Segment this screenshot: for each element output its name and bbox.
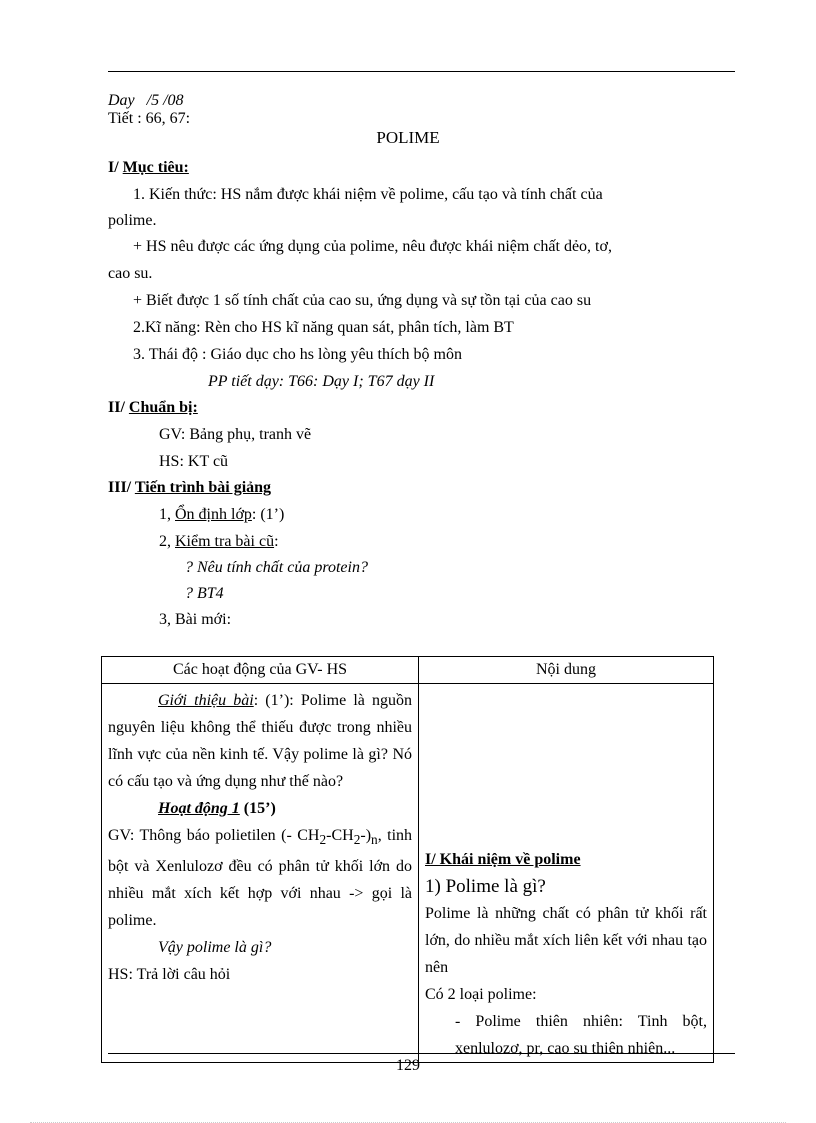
activity-label: Hoạt động 1 xyxy=(158,800,240,817)
table-header-row xyxy=(102,657,714,684)
section2-heading: II/ Chuẩn bị: xyxy=(108,399,198,416)
section3-heading-text: Tiến trình bài giảng xyxy=(134,479,272,496)
content-subheading: 1) Polime là gì? xyxy=(425,876,546,897)
content-cell xyxy=(419,684,714,1063)
section1-heading-text: Mục tiêu: xyxy=(122,159,189,176)
intro-text: Polime là nguồn nguyên liệu không thể thiếu được trong nhiều lĩnh vực của nền kinh tế. Vậy polime là gì? Nó có cấu tạo và ứng dụng như thế nào? xyxy=(108,692,413,790)
page-number: 129 xyxy=(396,1057,420,1074)
header-activities: Các hoạt động của GV- HS xyxy=(102,657,419,684)
objective-rubber: + Biết được 1 số tính chất của cao su, ứng dụng và sự tồn tại của cao su xyxy=(133,292,592,309)
objective-attitude: 3. Thái độ : Giáo dục cho hs lòng yêu thích bộ môn xyxy=(133,346,462,363)
day-label: Day xyxy=(108,92,135,109)
review-question-1: ? Nêu tính chất của protein? xyxy=(185,559,368,576)
section2-heading-text: Chuẩn bị: xyxy=(128,399,198,416)
objective-knowledge-cont: polime. xyxy=(108,212,157,229)
day-line xyxy=(108,91,184,111)
objective-applications: + HS nêu được các ứng dụng của polime, nêu được khái niệm chất dẻo, tơ, xyxy=(133,238,612,255)
day-value: /5 /08 xyxy=(146,92,184,109)
step-new-lesson: 3, Bài mới: xyxy=(159,611,232,628)
review-question-2: ? BT4 xyxy=(185,585,224,602)
content-definition: Polime là những chất có phân tử khối rất lớn, do nhiều mắt xích liên kết với nhau tạo nên xyxy=(425,905,707,976)
page-title: POLIME xyxy=(376,128,440,147)
prep-student: HS: KT cũ xyxy=(159,453,229,470)
activities-cell xyxy=(102,684,419,1063)
content-heading: I/ Khái niệm về polime xyxy=(425,851,581,868)
objective-skill: 2.Kĩ năng: Rèn cho HS kĩ năng quan sát, phân tích, làm BT xyxy=(133,319,514,336)
period-line: Tiết : 66, 67: xyxy=(108,110,191,127)
footer-rule xyxy=(108,1053,735,1054)
step-class-order: 1, Ổn định lớp: (1’) xyxy=(159,506,285,523)
section3-heading: III/ Tiến trình bài giảng xyxy=(108,479,272,496)
header-content: Nội dung xyxy=(419,657,714,684)
step-review: 2, Kiểm tra bài cũ: xyxy=(159,533,279,550)
prep-teacher: GV: Bảng phụ, tranh vẽ xyxy=(159,426,312,443)
objective-knowledge: 1. Kiến thức: HS nắm được khái niệm về polime, cấu tạo và tính chất của xyxy=(133,186,603,203)
student-answer: HS: Trả lời câu hỏi xyxy=(108,966,231,984)
teacher-question: Vậy polime là gì? xyxy=(158,939,272,957)
intro-label: Giới thiệu bài xyxy=(158,692,254,709)
lesson-table xyxy=(101,656,714,1063)
objective-applications-cont: cao su. xyxy=(108,265,153,282)
activity-heading: Hoạt động 1 (15’) xyxy=(158,800,276,817)
top-rule xyxy=(108,71,735,72)
section1-heading: I/ Mục tiêu: xyxy=(108,159,189,176)
content-types: Có 2 loại polime: xyxy=(425,986,537,1003)
content-spacer xyxy=(425,684,707,846)
content-natural-polymers: - Polime thiên nhiên: Tinh bột, xenlulozơ, pr, cao su thiên nhiên... xyxy=(455,1013,707,1057)
teaching-method: PP tiết dạy: T66: Dạy I; T67 dạy II xyxy=(208,373,435,390)
intro-paragraph: Giới thiệu bài: (1’): Polime là nguồn nguyên liệu không thể thiếu được trong nhiều lĩnh vực của nền kinh tế. Vậy polime là gì? Nó có cấu tạo và ứng dụng như thế nào? xyxy=(108,692,413,790)
table-row xyxy=(102,684,714,1063)
teacher-statement: GV: Thông báo polietilen (- $CH_2-CH_2-)_n$, tinh bột và Xenlulozơ đều có phân tử khối lớn do nhiều mắt xích kết hợp với nhau -> gọi là polime. xyxy=(108,827,413,930)
